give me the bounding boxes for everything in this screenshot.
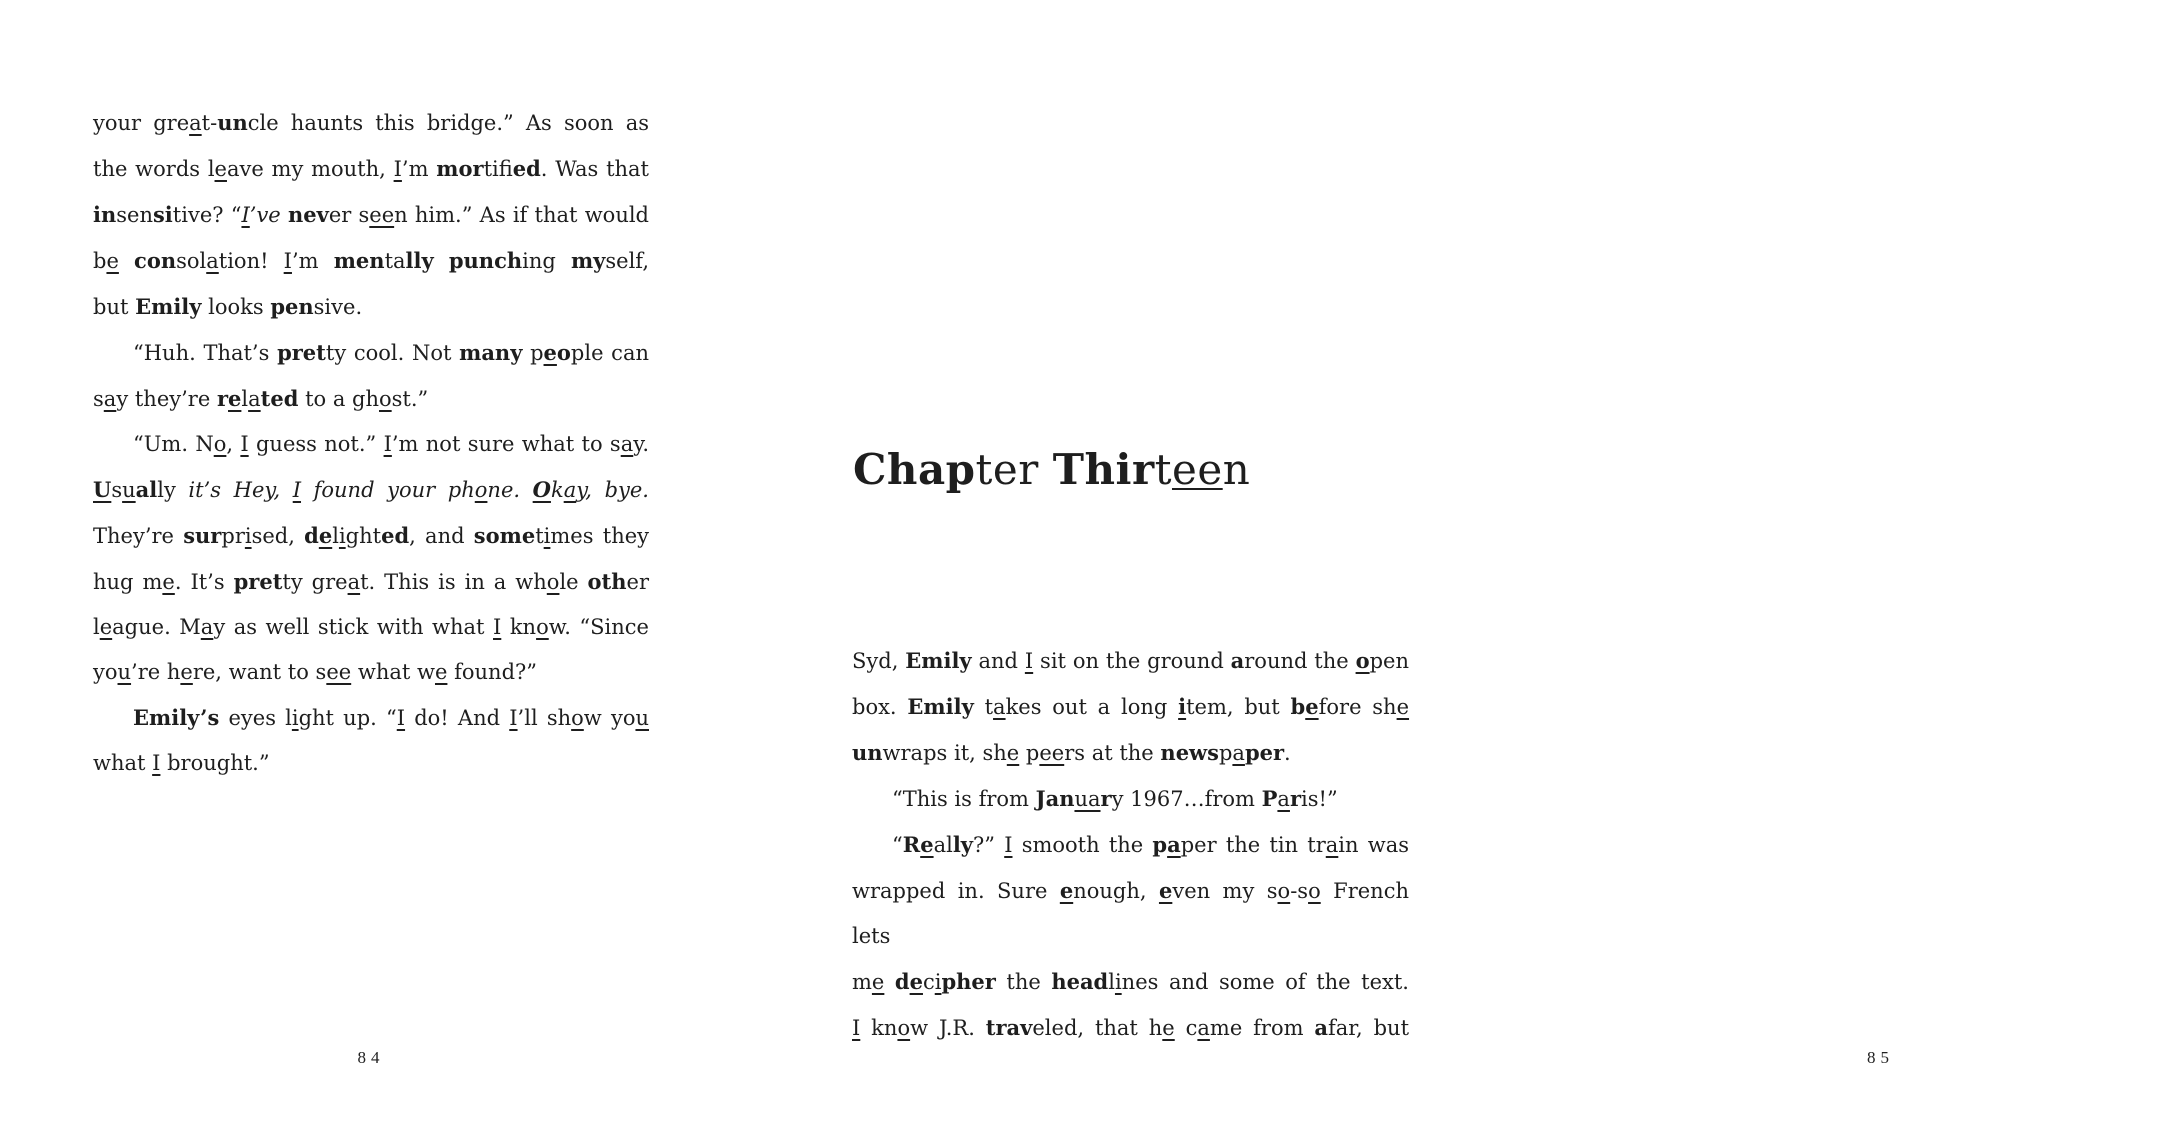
text-run: l [93, 615, 100, 639]
text-run: i [934, 970, 942, 994]
text-run: i [338, 524, 346, 548]
text-run: I [393, 157, 402, 181]
text-run: ty cool. Not [325, 341, 460, 365]
text-run: Emily’s [133, 705, 220, 730]
text-run: e [1158, 878, 1173, 903]
text-run: a [1232, 741, 1245, 765]
text-run: Emily [905, 648, 972, 673]
text-run: but [93, 295, 136, 319]
text-run: I [1004, 833, 1013, 857]
text-run: o [379, 387, 392, 411]
text-run: e [99, 615, 113, 639]
text-line [93, 238, 649, 284]
text-run: i [543, 524, 551, 548]
text-run: trav [985, 1015, 1033, 1040]
text-run: e [162, 570, 175, 594]
text-run: , [226, 432, 241, 456]
text-run: a [347, 570, 361, 594]
text-run: , and [409, 524, 474, 548]
text-run: a [563, 478, 577, 502]
text-run: some [473, 523, 536, 548]
text-run: r [216, 386, 229, 411]
text-run: e [434, 660, 448, 684]
text-run: al [933, 833, 953, 857]
text-run: ta [384, 249, 406, 273]
text-run: looks [201, 295, 271, 319]
text-run: o [897, 1016, 911, 1040]
text-run: ’ve [249, 203, 281, 227]
text-run: P [1261, 786, 1278, 811]
text-run: oth [587, 569, 627, 594]
text-run: e [1396, 695, 1410, 719]
page-number-right: 85 [1867, 1048, 1894, 1067]
text-run: a [1277, 787, 1290, 811]
text-run: o [571, 706, 584, 730]
text-run: e [1059, 878, 1074, 903]
text-run: e [318, 523, 333, 548]
text-line [852, 868, 1409, 959]
text-line [852, 822, 1409, 868]
text-run: “This is from [892, 787, 1036, 811]
text-run: o [1308, 879, 1321, 903]
text-run: mes they [550, 524, 650, 548]
text-run: y as well stick with what [213, 615, 493, 639]
text-run: ee [326, 660, 352, 684]
text-line [93, 650, 649, 695]
text-run: o [1355, 648, 1370, 673]
text-run: “ [892, 833, 903, 857]
text-run: un [217, 110, 248, 135]
text-run: a [1197, 1016, 1210, 1040]
text-run: tem, but [1186, 695, 1291, 719]
text-run: self, [605, 249, 650, 273]
text-run: pher [941, 969, 996, 994]
text-run: e [1305, 694, 1319, 719]
left-page-body-text [93, 100, 649, 786]
text-run: nes and some of the text. [1121, 970, 1409, 994]
text-run: fore sh [1318, 695, 1397, 719]
text-line [93, 422, 649, 467]
text-run: it’s Hey, [188, 478, 293, 502]
text-run: p [1218, 741, 1233, 765]
text-run: kes out a long [1005, 695, 1179, 719]
text-run: my [570, 248, 606, 273]
text-run: ’ll sh [517, 706, 572, 730]
book-page-right [750, 0, 1894, 1125]
text-run: I [152, 751, 161, 775]
text-run: sur [183, 523, 222, 548]
text-run: p [1152, 832, 1168, 857]
text-run: the [995, 970, 1052, 994]
text-run: l [1108, 970, 1115, 994]
text-run: head [1051, 969, 1109, 994]
text-run: w. “Since [548, 615, 649, 639]
text-run [434, 249, 449, 273]
text-run: brought.” [160, 751, 270, 775]
text-run: news [1160, 740, 1219, 765]
text-run: u [117, 660, 132, 684]
text-line [93, 513, 649, 559]
text-run: t- [201, 111, 218, 135]
text-run: pen [1369, 649, 1409, 673]
text-run: nough, [1073, 879, 1159, 903]
text-run: a [1230, 648, 1245, 673]
text-line [852, 776, 1409, 822]
text-run: . [1284, 741, 1291, 765]
text-run: me from [1209, 1016, 1315, 1040]
text-run: ple can [570, 341, 649, 365]
chapter-heading [853, 440, 1473, 500]
text-line [852, 730, 1409, 776]
text-run: rs at the [1064, 741, 1161, 765]
text-run: round the [1244, 649, 1356, 673]
text-run: s [93, 387, 104, 411]
text-run: t [1154, 445, 1172, 494]
text-run: many [459, 340, 523, 365]
text-run: a [206, 249, 219, 273]
text-run: ave my mouth, [226, 157, 394, 181]
text-run: ’m not sure what to s [391, 432, 621, 456]
text-line [852, 959, 1409, 1005]
text-run: a [248, 387, 261, 411]
text-run: t [535, 524, 544, 548]
text-run: sol [176, 249, 207, 273]
text-run: m [852, 970, 872, 994]
text-run: kn [501, 615, 537, 639]
text-line [93, 559, 649, 605]
text-run: o [556, 340, 571, 365]
text-run: n [1222, 445, 1251, 494]
text-run: y. [633, 432, 649, 456]
text-run: e [909, 969, 923, 994]
text-run: a [189, 111, 202, 135]
text-run: Chap [853, 445, 976, 494]
text-run: ee [1171, 445, 1223, 494]
text-run: re, want to s [192, 660, 327, 684]
text-run: ing [522, 249, 571, 273]
text-run: Emily [907, 694, 974, 719]
text-run: e [228, 386, 242, 411]
text-run: l [241, 387, 249, 411]
text-run: is!” [1301, 787, 1338, 811]
text-run: eyes l [219, 706, 292, 730]
text-run: wraps it, sh [882, 741, 1007, 765]
text-run: si [152, 202, 173, 227]
text-run: y they’re [116, 387, 217, 411]
text-line [852, 684, 1409, 730]
text-line [93, 695, 649, 741]
text-run: ee [1039, 741, 1065, 765]
text-run: i [1178, 694, 1187, 719]
text-run: I [396, 706, 406, 730]
text-run: sit on the ground [1033, 649, 1231, 673]
text-line [853, 440, 1473, 500]
text-run: box. [852, 695, 908, 719]
text-run: e [180, 660, 193, 684]
text-run: i [1114, 970, 1122, 994]
text-run: O [532, 477, 551, 502]
text-run: ’m [401, 157, 437, 181]
text-run: o [536, 615, 549, 639]
text-run: found your ph [301, 478, 475, 502]
text-run: c [922, 970, 935, 994]
text-run: u [122, 478, 136, 502]
text-run: ’re h [131, 660, 181, 684]
text-run: con [134, 248, 177, 273]
text-run: wrapped in. Sure [852, 879, 1060, 903]
text-run: ague. M [112, 615, 201, 639]
text-run: al [135, 477, 158, 502]
text-run: o [1277, 879, 1291, 903]
text-run: ?” [973, 833, 1005, 857]
text-run: eled, that h [1032, 1016, 1163, 1040]
text-run: d [894, 969, 910, 994]
text-run: sen [116, 203, 153, 227]
text-run: I [493, 615, 502, 639]
text-run: I [509, 706, 518, 730]
text-run: pen [270, 294, 314, 319]
text-run: o [474, 478, 488, 502]
text-run: ’m [291, 249, 334, 273]
text-run: I [240, 432, 249, 456]
text-run: I [852, 1016, 861, 1040]
text-run: b [1290, 694, 1306, 719]
text-run: U [93, 477, 112, 502]
text-run: in was [1338, 833, 1410, 857]
text-line [852, 1005, 1409, 1051]
book-page-left [0, 0, 750, 1125]
text-run [119, 249, 134, 273]
text-line [93, 146, 649, 192]
text-run: per the tin tr [1180, 833, 1326, 857]
text-run: ua [1074, 787, 1101, 811]
text-run: a [993, 695, 1006, 719]
text-run: k [550, 478, 564, 502]
text-run: d [304, 523, 319, 548]
right-page-body-text [852, 638, 1409, 1051]
text-run: a [1325, 833, 1339, 857]
text-run: found?” [447, 660, 537, 684]
text-run: w yo [583, 706, 636, 730]
text-run: e [920, 832, 934, 857]
text-run: ght [345, 524, 382, 548]
text-run: I [1024, 649, 1034, 673]
text-run: guess not.” [248, 432, 384, 456]
text-run: a [1167, 832, 1181, 857]
text-run: men [333, 248, 385, 273]
text-run: Jan [1035, 786, 1075, 811]
text-run: s [111, 478, 123, 502]
text-run: I [241, 203, 250, 227]
text-run: u [635, 706, 649, 730]
text-run: pret [233, 569, 283, 594]
text-line [93, 192, 649, 238]
text-line [93, 100, 649, 146]
text-run: e [106, 249, 119, 273]
text-run: ed [512, 156, 541, 181]
text-run: a [1314, 1015, 1329, 1040]
text-run: l [332, 524, 339, 548]
text-run: ty gre [282, 570, 348, 594]
text-run: hug m [93, 570, 163, 594]
text-run: I [283, 249, 292, 273]
text-run: t. This is in a wh [360, 570, 547, 594]
text-run: mor [436, 156, 484, 181]
text-line [852, 638, 1409, 684]
text-run: b [93, 249, 107, 273]
text-run: I [292, 478, 302, 502]
text-run: st.” [391, 387, 429, 411]
text-run: punch [448, 248, 523, 273]
text-line [93, 605, 649, 650]
text-run: sed, [251, 524, 305, 548]
text-run: er s [328, 203, 370, 227]
text-run: un [852, 740, 883, 765]
text-line [93, 376, 649, 422]
text-run: the words l [93, 157, 215, 181]
text-run: p [1019, 741, 1040, 765]
text-run: t [973, 695, 994, 719]
text-line [93, 467, 649, 513]
text-run: le [559, 570, 588, 594]
text-run: far, but [1328, 1016, 1410, 1040]
text-run: to a gh [298, 387, 379, 411]
text-run: ly [157, 478, 189, 502]
text-run: ter [975, 445, 1053, 494]
text-run: . Was that [540, 157, 649, 181]
text-run: y 1967…from [1111, 787, 1262, 811]
text-run: w J.R. [910, 1016, 986, 1040]
text-line [93, 284, 649, 330]
text-run: -s [1290, 879, 1309, 903]
text-run: pret [277, 340, 326, 365]
text-run: ee [369, 203, 395, 227]
text-run: ne. [487, 478, 533, 502]
text-run: e [1162, 1016, 1175, 1040]
text-run: nev [287, 202, 329, 227]
text-run: what [93, 751, 153, 775]
text-run: e [871, 970, 885, 994]
text-run: i [291, 706, 299, 730]
text-run: r [1289, 786, 1302, 811]
text-run: a [620, 432, 634, 456]
text-run: ed [381, 523, 410, 548]
text-line [93, 741, 649, 786]
text-run: ven my s [1172, 879, 1278, 903]
text-run: a [103, 387, 117, 411]
text-run: p [522, 341, 544, 365]
text-run: and [971, 649, 1025, 673]
text-run [884, 970, 895, 994]
text-run: i [244, 524, 252, 548]
text-run: ted [260, 386, 299, 411]
text-run: ght up. “ [298, 706, 397, 730]
text-run: er [626, 570, 649, 594]
text-run: in [93, 202, 117, 227]
text-run: ly [952, 832, 974, 857]
text-run: o [213, 432, 227, 456]
text-line [93, 330, 649, 376]
text-run: cle haunts this bridge.” As soon as [247, 111, 649, 135]
text-run: y, bye. [576, 478, 649, 502]
page-number-left: 84 [357, 1048, 385, 1067]
text-run: what w [351, 660, 435, 684]
text-run: tion! [218, 249, 284, 273]
text-run: They’re [93, 524, 184, 548]
text-run: r [1100, 786, 1112, 811]
text-run: kn [860, 1016, 898, 1040]
text-run: o [546, 570, 560, 594]
text-run: tif [483, 157, 513, 181]
text-run: Thir [1052, 445, 1155, 494]
text-run: do! And [405, 706, 510, 730]
text-run: e [1006, 741, 1020, 765]
text-run: pr [221, 524, 245, 548]
text-run: “Huh. That’s [133, 341, 278, 365]
text-run: smooth the [1012, 833, 1153, 857]
text-run: yo [93, 660, 118, 684]
text-run: e [543, 340, 557, 365]
text-run: “Um. N [133, 432, 214, 456]
text-run: per [1244, 740, 1285, 765]
text-run: Syd, [852, 649, 906, 673]
text-run: e [214, 157, 227, 181]
text-run: R [902, 832, 921, 857]
text-run: Emily [135, 294, 202, 319]
text-run: sive. [313, 295, 363, 319]
text-run: French lets [852, 879, 1409, 948]
text-run: lly [405, 248, 434, 273]
text-run: c [1174, 1016, 1198, 1040]
text-run [281, 203, 288, 227]
text-run: your gre [93, 111, 190, 135]
text-run: tive? “ [172, 203, 242, 227]
text-run: a [200, 615, 214, 639]
text-run: . It’s [174, 570, 234, 594]
text-run: I [383, 432, 392, 456]
text-run: n him.” As if that would [394, 203, 649, 227]
